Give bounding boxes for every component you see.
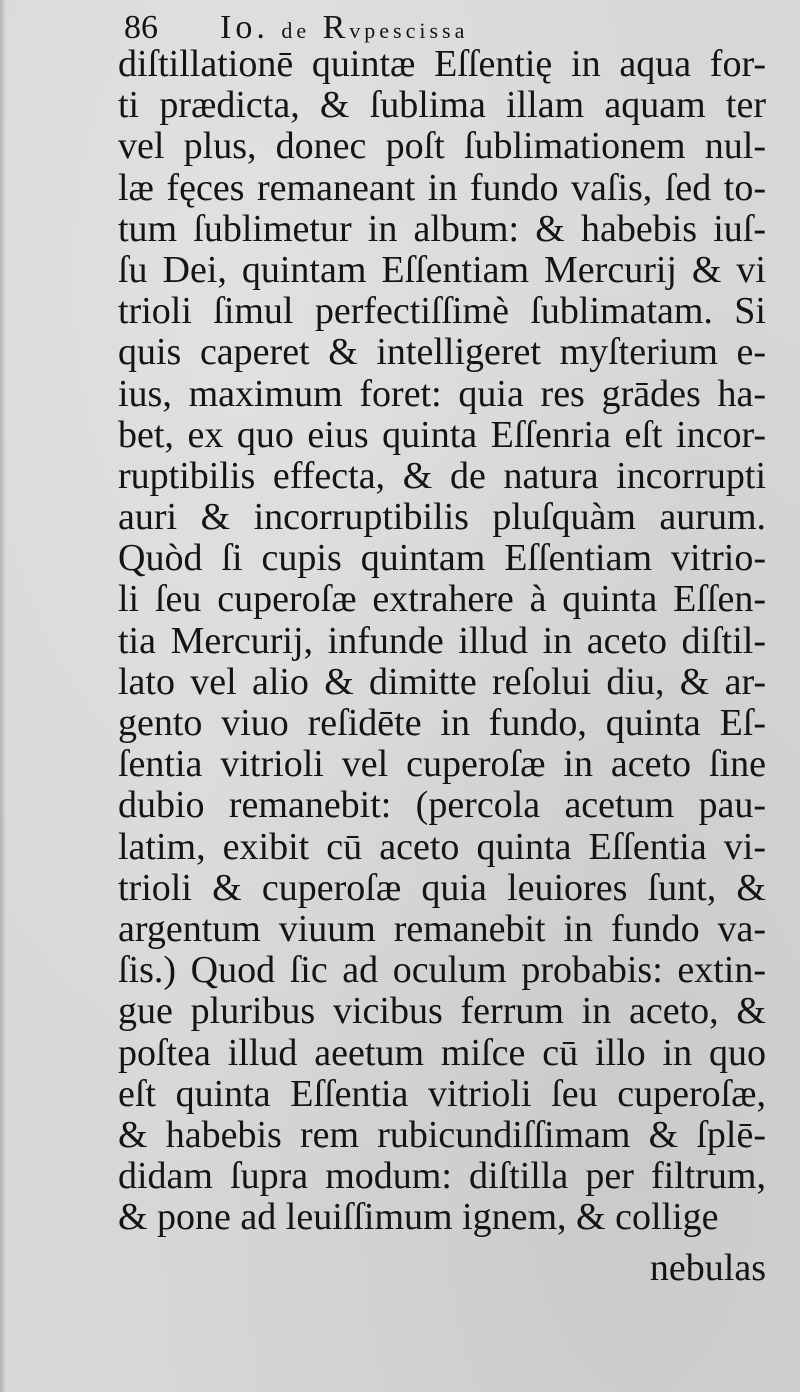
text-line: & habebis rem rubicundiſſimam & ſplē- bbox=[118, 1113, 766, 1156]
text-line: & pone ad leuiſſimum ignem, & collige bbox=[118, 1196, 719, 1239]
text-line: ſis.) Quod ſic ad oculum probabis: extin- bbox=[118, 949, 766, 992]
running-title-r: R bbox=[322, 9, 350, 46]
text-line: ſentia vitrioli vel cuperoſæ in aceto ſine bbox=[118, 743, 766, 786]
text-line: eſt quinta Eſſentia vitrioli ſeu cuperoſæ, bbox=[118, 1072, 766, 1115]
catchword: nebulas bbox=[649, 1247, 766, 1289]
text-line: dubio remanebit: (percola acetum pau- bbox=[118, 784, 766, 827]
page-number: 86 bbox=[124, 9, 158, 46]
text-line: tum ſublimetur in album: & habebis iuſ- bbox=[118, 207, 766, 250]
text-line: vel plus, donec poſt ſublimationem nul- bbox=[118, 125, 766, 168]
text-line: trioli & cuperoſæ quia leuiores ſunt, & bbox=[118, 866, 766, 909]
text-line: gue pluribus vicibus ferrum in aceto, & bbox=[118, 990, 766, 1033]
text-line: ruptibilis effecta, & de natura incorrupti bbox=[118, 454, 766, 497]
running-title-rest: vpescissa bbox=[349, 18, 469, 43]
text-line: gento viuo reſidēte in fundo, quinta Eſ- bbox=[118, 702, 766, 744]
text-line: latim, exibit cū aceto quinta Eſſentia vi- bbox=[118, 825, 766, 868]
text-line: trioli ſimul perfectiſſimè ſublimatam. Si bbox=[118, 290, 766, 333]
text-line: tia Mercurij, infunde illud in aceto diſtil- bbox=[118, 619, 766, 662]
text-line: poſtea illud aeetum miſce cū illo in quo bbox=[118, 1031, 766, 1074]
text-line: ius, maximum foret: quia res grādes ha- bbox=[118, 372, 766, 415]
text-line: quis caperet & intelligeret myſterium e- bbox=[118, 331, 766, 374]
text-line: lato vel alio & dimitte reſolui diu, & ar- bbox=[118, 660, 766, 703]
text-line: diſtillationē quintæ Eſſentię in aqua for- bbox=[118, 43, 766, 85]
text-line: bet, ex quo eius quinta Eſſenria eſt incor- bbox=[118, 413, 766, 456]
text-line: ti prædicta, & ſublima illam aquam ter bbox=[118, 84, 766, 127]
text-line: argentum viuum remanebit in fundo va- bbox=[118, 907, 766, 950]
text-line: didam ſupra modum: diſtilla per filtrum, bbox=[118, 1155, 766, 1198]
text-line: auri & incorruptibilis pluſquàm aurum. bbox=[118, 496, 766, 539]
text-line: Quòd ſi cupis quintam Eſſentiam vitrio- bbox=[118, 537, 766, 580]
running-title-initial: Io. bbox=[220, 9, 269, 46]
running-title-de: de bbox=[281, 18, 311, 43]
text-line: ſu Dei, quintam Eſſentiam Mercurij & vi bbox=[118, 248, 766, 291]
text-line: li ſeu cuperoſæ extrahere à quinta Eſſen- bbox=[118, 578, 766, 621]
text-line: læ fęces remaneant in fundo vaſis, ſed to- bbox=[118, 166, 766, 209]
body-text bbox=[118, 44, 766, 1238]
catchword-row bbox=[118, 1247, 766, 1289]
page-gutter-shadow bbox=[0, 0, 6, 1392]
